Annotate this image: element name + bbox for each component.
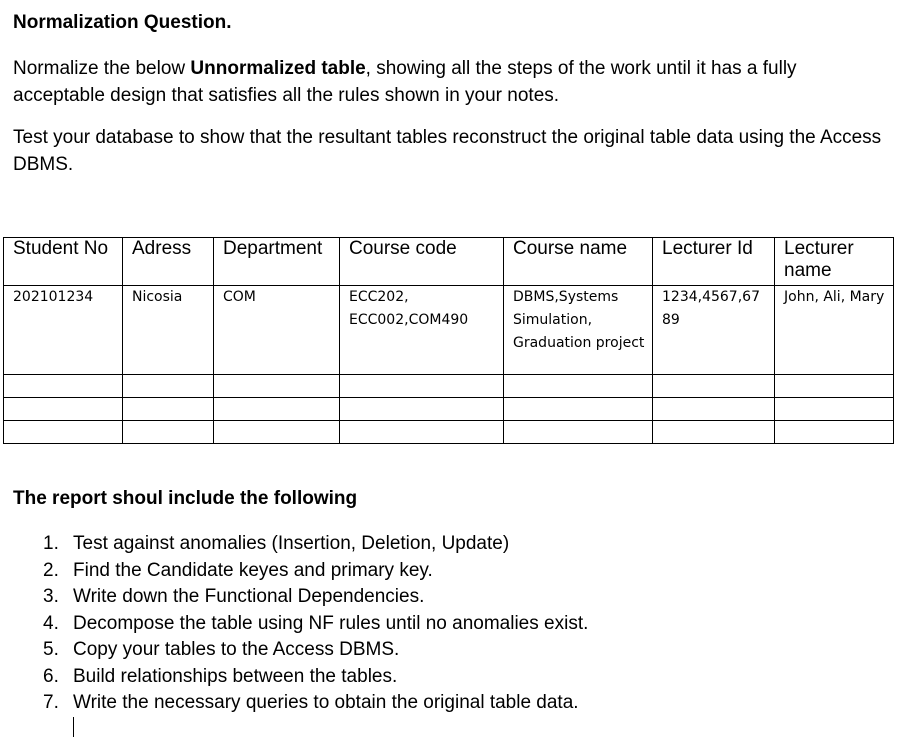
text-cursor[interactable] (73, 717, 74, 737)
list-item (43, 584, 588, 611)
empty-cell (504, 375, 653, 398)
empty-cell (340, 421, 504, 444)
table-empty-row (4, 398, 894, 421)
cell-course-code: ECC202, ECC002,COM490 (340, 286, 504, 375)
instructions-paragraph (13, 55, 883, 109)
empty-cell (214, 398, 340, 421)
instructions-text-start: Normalize the below (13, 58, 191, 79)
empty-cell (340, 398, 504, 421)
report-requirements-list (43, 531, 588, 717)
list-item-text: Find the Candidate keyes and primary key. (73, 559, 433, 581)
list-item (43, 531, 588, 558)
instructions-bold-term: Unnormalized table (190, 58, 366, 79)
cell-lecturer-id: 1234,4567,67 89 (653, 286, 775, 375)
list-item-text: Test against anomalies (Insertion, Deletion, Update) (73, 533, 510, 554)
list-item-text: Write down the Functional Dependencies. (73, 586, 425, 607)
empty-cell (775, 375, 894, 398)
list-item (43, 558, 588, 585)
list-item-number: 2. (43, 559, 59, 581)
list-item (43, 690, 588, 717)
empty-cell (4, 398, 123, 421)
list-item-number: 1. (43, 533, 59, 554)
empty-cell (123, 421, 214, 444)
empty-cell (653, 398, 775, 421)
empty-cell (775, 398, 894, 421)
empty-cell (4, 375, 123, 398)
header-lecturer-name: Lecturer name (775, 238, 894, 286)
empty-cell (4, 421, 123, 444)
list-item (43, 637, 588, 664)
list-item (43, 611, 588, 638)
header-student-no: Student No (4, 238, 123, 286)
list-item-number: 6. (43, 665, 59, 687)
table-empty-row (4, 375, 894, 398)
cell-student-no: 202101234 (4, 286, 123, 375)
list-item-number: 4. (43, 612, 59, 634)
instructions-text-end: , showing all the steps of the work until it has a fully acceptable design that satisfies all the rules shown in your notes. (13, 58, 797, 106)
document-title: Normalization Question. (13, 12, 232, 33)
empty-cell (653, 421, 775, 444)
list-item-number: 3. (43, 586, 59, 607)
list-item-number: 7. (43, 692, 59, 713)
list-item-text: Write the necessary queries to obtain the original table data. (73, 692, 579, 713)
table-header-row (4, 238, 894, 286)
header-lecturer-id: Lecturer Id (653, 238, 775, 286)
empty-cell (214, 375, 340, 398)
table-row (4, 286, 894, 375)
list-item-text: Copy your tables to the Access DBMS. (73, 639, 400, 660)
empty-cell (123, 375, 214, 398)
table-empty-row (4, 421, 894, 444)
header-department: Department (214, 238, 340, 286)
empty-cell (123, 398, 214, 421)
report-heading: The report shoul include the following (13, 488, 358, 509)
header-course-code: Course code (340, 238, 504, 286)
list-item-text: Decompose the table using NF rules until no anomalies exist. (73, 612, 589, 634)
list-item-number: 5. (43, 639, 59, 660)
cell-lecturer-name: John, Ali, Mary (775, 286, 894, 375)
list-item-text: Build relationships between the tables. (73, 665, 398, 687)
empty-cell (653, 375, 775, 398)
empty-cell (504, 398, 653, 421)
empty-cell (214, 421, 340, 444)
empty-cell (504, 421, 653, 444)
empty-cell (340, 375, 504, 398)
unnormalized-table (3, 237, 894, 444)
header-course-name: Course name (504, 238, 653, 286)
cell-adress: Nicosia (123, 286, 214, 375)
cell-course-name: DBMS,Systems Simulation, Graduation project (504, 286, 653, 375)
empty-cell (775, 421, 894, 444)
list-item (43, 664, 588, 691)
header-adress: Adress (123, 238, 214, 286)
cell-department: COM (214, 286, 340, 375)
test-paragraph: Test your database to show that the resultant tables reconstruct the original table data using the Access DBMS. (13, 127, 882, 175)
